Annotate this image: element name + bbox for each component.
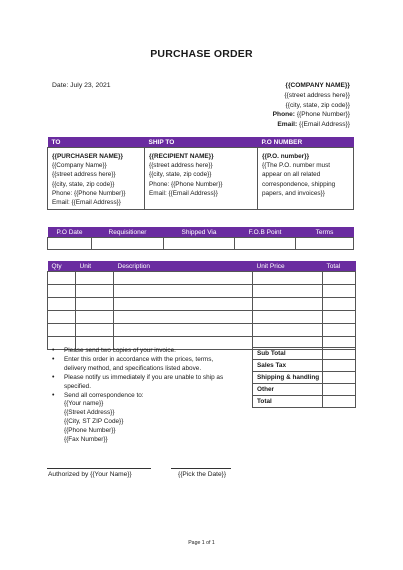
unit-cell[interactable] [76,285,114,298]
total-label: Total [253,396,323,408]
phone-label: Phone: [272,111,295,119]
description-cell[interactable] [114,285,253,298]
po-date-cell[interactable] [48,238,92,250]
shipped-via-header: Shipped Via [164,227,235,238]
shipping-value[interactable] [323,372,356,384]
terms-cell[interactable] [296,238,354,250]
subtotal-value[interactable] [323,348,356,360]
list-item: • Enter this order in accordance with the prices, terms, [50,356,250,365]
po-number: {{P.O. number}} [262,153,310,160]
list-item-continuation: delivery method, and specifications listed above. [64,364,202,372]
unit-price-cell[interactable] [253,311,323,324]
table-row [48,324,356,337]
company-email [150,120,350,130]
contact-line: {{Fax Number}} [64,436,108,444]
unit-cell[interactable] [76,298,114,311]
shipping-label: Shipping & handling [253,372,323,384]
fob-point-cell[interactable] [235,238,296,250]
to-line: {{street address here}} [52,171,116,179]
sales-tax-label: Sales Tax [253,360,323,372]
to-line: Email: {{Email Address}} [52,199,121,207]
other-value[interactable] [323,384,356,396]
table-row [48,272,356,285]
contact-line: {{Your name}} [64,400,104,408]
list-item-continuation: specified. [64,382,91,390]
terms-header: Terms [296,227,354,238]
qty-cell[interactable] [48,285,76,298]
contact-line: {{City, ST ZIP Code}} [64,418,124,426]
contact-line: {{Street Address}} [64,409,115,417]
po-note-line: correspondence, shipping [262,180,336,188]
sales-tax-value[interactable] [323,360,356,372]
qty-cell[interactable] [48,324,76,337]
to-line: Phone: {{Phone Number}} [52,189,126,197]
unit-cell[interactable] [76,272,114,285]
total-cell[interactable] [323,285,356,298]
po-date-header: P.O Date [48,227,92,238]
ship-to-line: Phone: {{Phone Number}} [149,180,223,188]
total-header: Total [323,261,356,272]
company-street: {{street address here}} [284,91,350,99]
table-row [48,298,356,311]
email-label: Email: [277,121,298,129]
total-value[interactable] [323,396,356,408]
company-block [150,81,350,130]
ship-to-line: {{street address here}} [149,162,213,170]
line-items-table [47,261,356,350]
shipped-via-cell[interactable] [164,238,235,250]
unit-cell[interactable] [76,324,114,337]
unit-price-cell[interactable] [253,272,323,285]
totals-table [252,347,356,408]
unit-price-cell[interactable] [253,298,323,311]
order-info-table [47,227,354,250]
ship-to-header: SHIP TO [145,137,258,148]
to-line: {{city, state, zip code}} [52,180,115,188]
list-item: • Please notify us immediately if you are unable to ship as [50,374,250,383]
unit-price-header: Unit Price [253,261,323,272]
unit-price-cell[interactable] [253,324,323,337]
instructions-list [50,347,250,445]
description-header: Description [114,261,253,272]
document-title: PURCHASE ORDER [150,48,253,60]
ship-to-cell[interactable] [145,148,258,210]
total-cell[interactable] [323,311,356,324]
company-name: {{COMPANY NAME}} [285,82,350,89]
description-cell[interactable] [114,272,253,285]
requisitioner-cell[interactable] [92,238,164,250]
to-header: TO [48,137,145,148]
order-date: Date: July 23, 2021 [52,82,111,89]
qty-cell[interactable] [48,272,76,285]
unit-header: Unit [76,261,114,272]
purchaser-name: {{PURCHASER NAME}} [52,153,124,160]
signature-date[interactable]: {{Pick the Date}} [178,471,227,478]
po-note-line: appear on all related [262,171,321,179]
ship-to-line: {{city, state, zip code}} [149,171,212,179]
requisitioner-header: Requisitioner [92,227,164,238]
total-cell[interactable] [323,272,356,285]
authorized-by[interactable]: Authorized by {{Your Name}} [48,471,132,478]
signature-line [47,468,151,469]
qty-cell[interactable] [48,298,76,311]
unit-price-cell[interactable] [253,285,323,298]
table-row [48,311,356,324]
phone-value: {{Phone Number}} [295,111,350,119]
fob-point-header: F.O.B Point [235,227,296,238]
description-cell[interactable] [114,311,253,324]
table-row [48,285,356,298]
qty-header: Qty [48,261,76,272]
company-phone [150,110,350,120]
unit-cell[interactable] [76,311,114,324]
company-city: {{city, state, zip code}} [285,101,350,109]
description-cell[interactable] [114,324,253,337]
ship-to-line: Email: {{Email Address}} [149,189,218,197]
list-item: • Send all correspondence to: [50,392,250,401]
po-number-header: P.O NUMBER [258,137,354,148]
contact-line: {{Phone Number}} [64,427,116,435]
po-note-line: papers, and invoices}} [262,189,325,197]
other-label: Other [253,384,323,396]
description-cell[interactable] [114,298,253,311]
email-value: {{Email Address}} [297,121,350,129]
to-cell[interactable] [48,148,145,210]
date-line [171,468,231,469]
recipient-name: {{RECIPIENT NAME}} [149,153,214,160]
to-line: {{Company Name}} [52,162,107,170]
po-number-cell[interactable] [258,148,354,210]
po-note-line: {{The P.O. number must [262,162,331,170]
qty-cell[interactable] [48,311,76,324]
page-number: Page 1 of 1 [188,540,215,546]
total-cell[interactable] [323,298,356,311]
total-cell[interactable] [323,324,356,337]
list-item: • Please send two copies of your invoice. [50,347,250,356]
subtotal-label: Sub Total [253,348,323,360]
parties-table [47,137,354,210]
